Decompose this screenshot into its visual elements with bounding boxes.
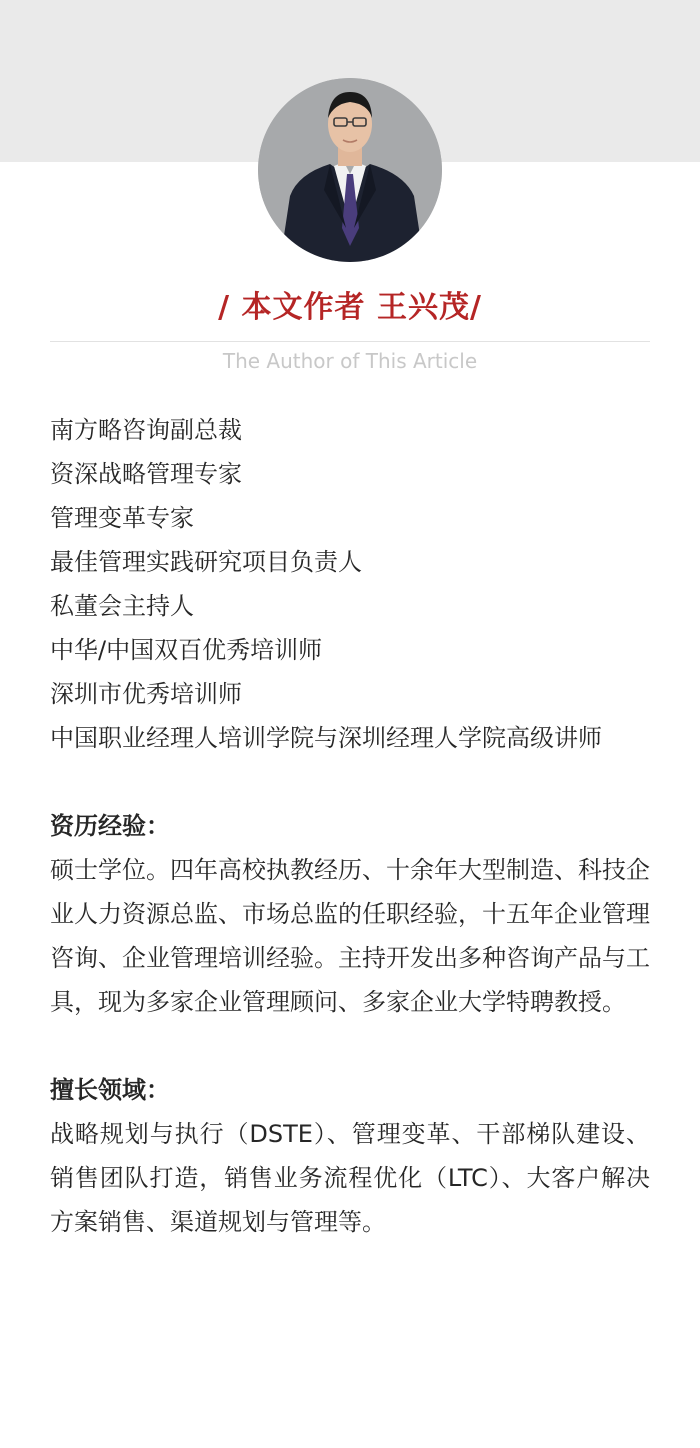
title-divider bbox=[50, 341, 650, 342]
role-line: 南方略咨询副总裁 bbox=[50, 416, 242, 444]
experience-text: 硕士学位。四年高校执教经历、十余年大型制造、科技企业人力资源总监、市场总监的任职经验，十五年企业管理咨询、企业管理培训经验。主持开发出多种咨询产品与工具，现为多家企业管理顾问、多家企业大学特聘教授。 bbox=[50, 856, 650, 1016]
author-subtitle: The Author of This Article bbox=[222, 349, 478, 373]
author-bio bbox=[50, 408, 650, 1244]
author-title: / 本文作者 王兴茂/ bbox=[218, 290, 482, 325]
experience-heading: 资历经验： bbox=[50, 812, 170, 840]
role-line: 中华/中国双百优秀培训师 bbox=[50, 636, 323, 664]
expertise-text: 战略规划与执行（DSTE）、管理变革、干部梯队建设、销售团队打造，销售业务流程优化（LTC）、大客户解决方案销售、渠道规划与管理等。 bbox=[50, 1120, 650, 1236]
role-line: 资深战略管理专家 bbox=[50, 460, 242, 488]
role-line: 中国职业经理人培训学院与深圳经理人学院高级讲师 bbox=[50, 724, 602, 752]
role-line: 最佳管理实践研究项目负责人 bbox=[50, 548, 362, 576]
avatar-portrait-icon bbox=[258, 78, 442, 262]
avatar bbox=[258, 78, 442, 262]
role-line: 深圳市优秀培训师 bbox=[50, 680, 242, 708]
role-line: 管理变革专家 bbox=[50, 504, 194, 532]
expertise-heading: 擅长领域： bbox=[50, 1076, 170, 1104]
role-line: 私董会主持人 bbox=[50, 592, 194, 620]
